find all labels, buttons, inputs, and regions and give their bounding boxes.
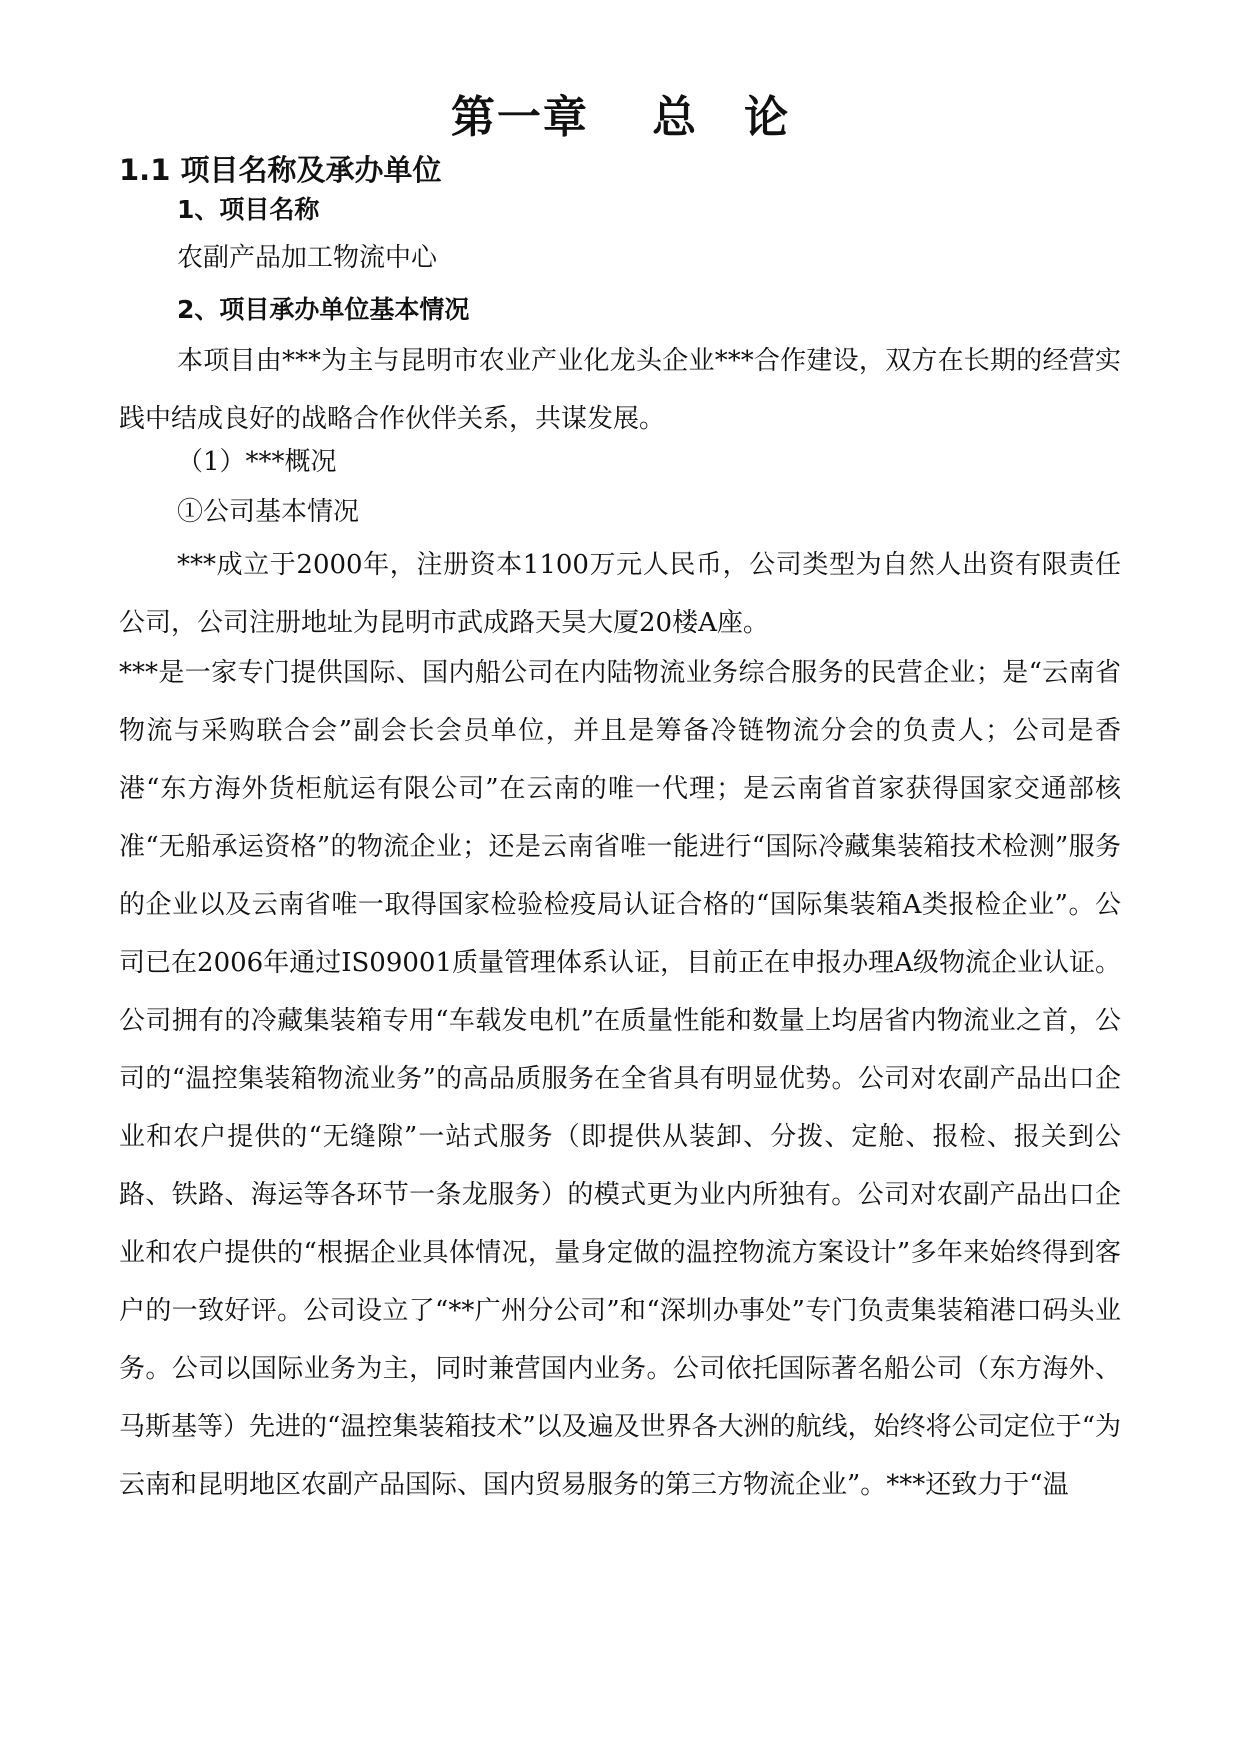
project-name-text: 农副产品加工物流中心 xyxy=(177,243,438,273)
overview-item: （1）***概况 xyxy=(177,447,337,477)
organizer-heading: 2、项目承办单位基本情况 xyxy=(177,295,470,324)
chapter-title: 第一章 总 论 xyxy=(450,92,791,143)
company-basic-item: ①公司基本情况 xyxy=(177,497,360,527)
intro-paragraph: 本项目由***为主与昆明市农业产业化龙头企业***合作建设，双方在长期的经营实践中结成良好的战略合作伙伴关系，共谋发展。 xyxy=(119,346,1121,434)
company-main-paragraph: ***是一家专门提供国际、国内船公司在内陆物流业务综合服务的民营企业；是“云南省物流与采购联合会”副会长会员单位，并且是筹备冷链物流分会的负责人；公司是香港“东方海外货柜航运有限公司”在云南的唯一代理；是云南省首家获得国家交通部核准“无船承运资格”的物流企业；还是云南省唯一能进行“国际冷藏集装箱技术检测”服务的企业以及云南省唯一取得国家检验检疫局认证合格的“国际集装箱A类报检企业”。公司已在2006年通过IS09001质量管理体系认证，目前正在申报办理A级物流企业认证。公司拥有的冷藏集装箱专用“车载发电机”在质量性能和数量上均居省内物流业之首，公司的“温控集装箱物流业务”的高品质服务在全省具有明显优势。公司对农副产品出口企业和农户提供的“无缝隙”一站式服务（即提供从装卸、分拨、定舱、报检、报关到公路、铁路、海运等各环节一条龙服务）的模式更为业内所独有。公司对农副产品出口企业和农户提供的“根据企业具体情况，量身定做的温控物流方案设计”多年来始终得到客户的一致好评。公司设立了“**广州分公司”和“深圳办事处”专门负责集装箱港口码头业务。公司以国际业务为主，同时兼营国内业务。公司依托国际著名船公司（东方海外、马斯基等）先进的“温控集装箱技术”以及遍及世界各大洲的航线，始终将公司定位于“为云南和昆明地区农副产品国际、国内贸易服务的第三方物流企业”。***还致力于“温 xyxy=(119,658,1121,1500)
section-title: 1.1 项目名称及承办单位 xyxy=(119,153,442,187)
project-name-heading: 1、项目名称 xyxy=(177,195,320,224)
company-basic-paragraph: ***成立于2000年，注册资本1100万元人民币，公司类型为自然人出资有限责任公司，公司注册地址为昆明市武成路天昊大厦20楼A座。 xyxy=(119,550,1121,638)
